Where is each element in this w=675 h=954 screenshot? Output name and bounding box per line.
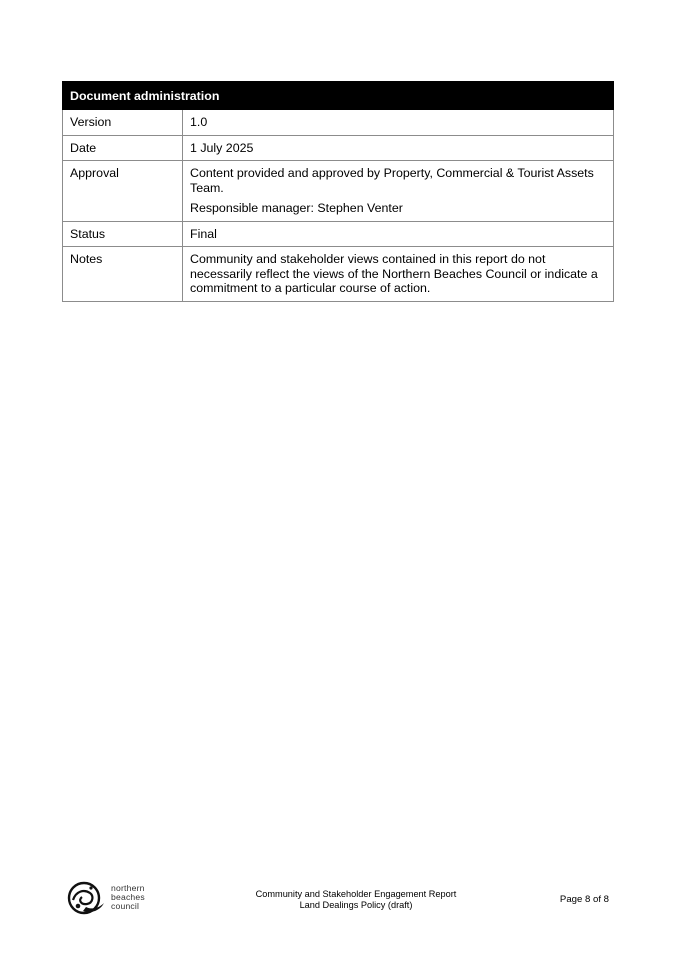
logo-line: council <box>111 901 140 911</box>
page-number: Page 8 of 8 <box>559 894 609 905</box>
date-value: 1 July 2025 <box>190 140 254 155</box>
version-value: 1.0 <box>190 115 208 129</box>
row-label: Notes <box>63 247 183 302</box>
logo-line: beaches <box>111 892 145 902</box>
footer-report-title <box>236 889 476 911</box>
row-value <box>183 135 614 161</box>
table-row-notes <box>63 247 614 302</box>
row-value <box>183 161 614 222</box>
table-row-status <box>63 221 614 247</box>
row-value <box>183 247 614 302</box>
table-row-approval <box>63 161 614 222</box>
row-value <box>183 110 614 136</box>
document-administration-table <box>62 81 614 302</box>
approval-value: Content provided and approved by Property, Commercial & Tourist Assets Team. <box>190 166 594 195</box>
logo-line: northern <box>111 883 145 893</box>
logo-text <box>111 884 145 911</box>
table-row-date <box>63 135 614 161</box>
table-header-row <box>63 82 614 110</box>
northern-beaches-council-logo-icon <box>66 880 106 916</box>
responsible-manager-value: Responsible manager: Stephen Venter <box>190 201 403 215</box>
report-title: Community and Stakeholder Engagement Report <box>255 889 457 899</box>
table-row-version <box>63 110 614 136</box>
row-label: Status <box>63 221 183 247</box>
row-label: Version <box>63 110 183 136</box>
table-header: Document administration <box>63 82 614 110</box>
notes-value: Community and stakeholder views contained in this report do not necessarily reflect the views of the Northern Beaches Council or indicate a commitment to a particular course of action. <box>190 252 598 295</box>
row-value <box>183 221 614 247</box>
row-label: Approval <box>63 161 183 222</box>
report-subtitle: Land Dealings Policy (draft) <box>299 900 413 910</box>
status-value: Final <box>190 226 217 241</box>
row-label: Date <box>63 135 183 161</box>
